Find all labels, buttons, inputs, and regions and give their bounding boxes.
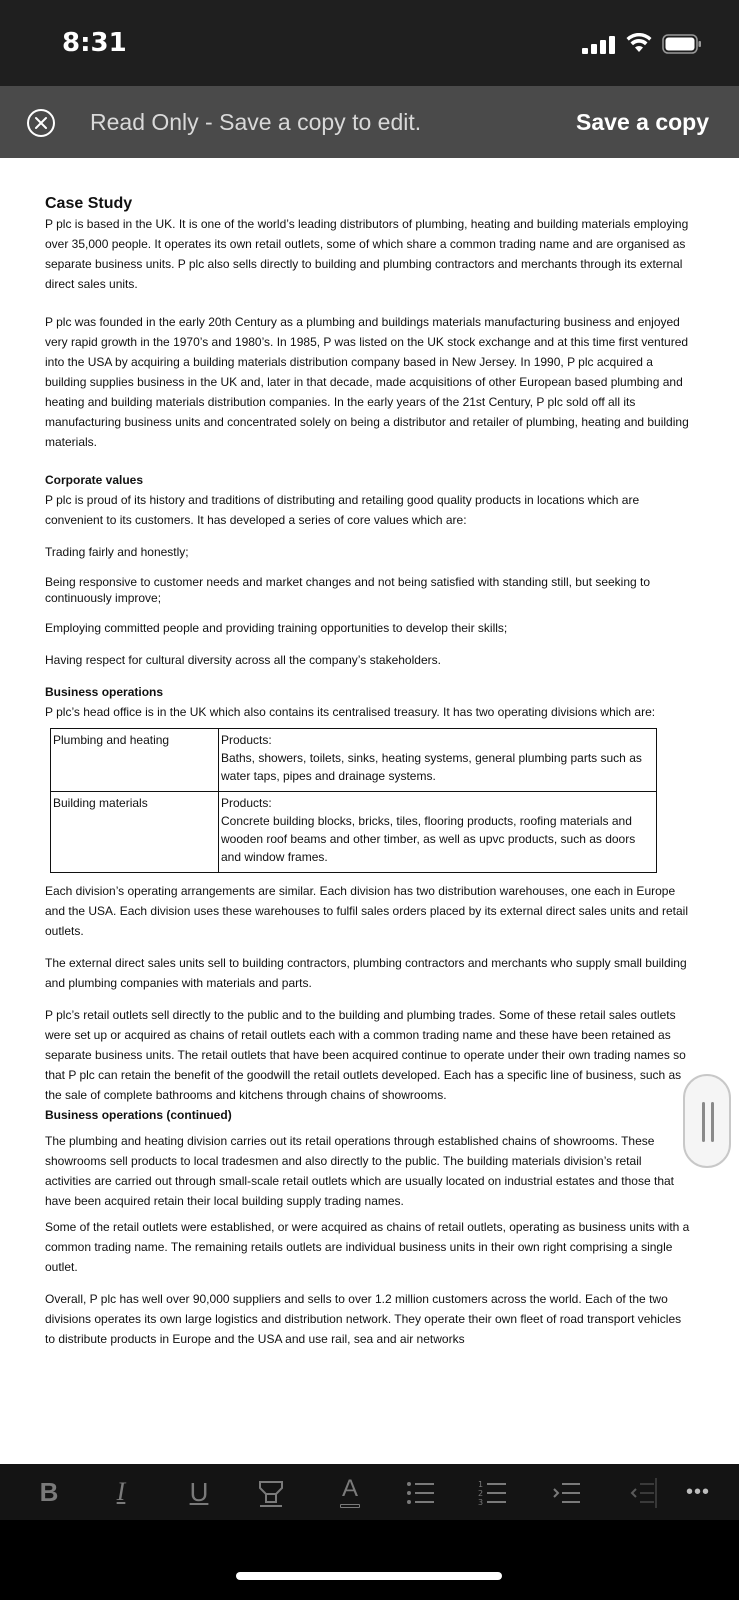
paragraph-retail-outlets: P plc’s retail outlets sell directly to the public and to the building and plumbing trades. Some of these retail sales outlets were set up or acquired as chains of retail outlets each with a common trading name and these have been retained as separate business units. The retail outlets that have been acquired continue to operate under their own trading names so that P plc can retain the benefit of the goodwill the retail outlets developed. Each has a specific line of business, such as the sale of complete bathrooms and kitchens through chains of showrooms. (45, 1008, 686, 1102)
products-label: Products: (221, 796, 272, 810)
value-item: Trading fairly and honestly; (45, 545, 189, 559)
numbered-list-button[interactable] (478, 1472, 508, 1512)
numbered-list-icon (478, 1478, 508, 1508)
read-only-banner (0, 86, 739, 158)
wifi-icon (626, 33, 652, 53)
close-icon (34, 116, 48, 130)
table-row (51, 792, 657, 873)
paragraph-intro: P plc is based in the UK. It is one of the world’s leading distributors of plumbing, heating and building materials employing over 35,000 people. It operates its own retail outlets, some of which share a common trading name and are organised as separate business units. P plc also sells directly to building and plumbing contractors and merchants through its external direct sales units. (45, 217, 689, 291)
svg-text:3: 3 (478, 1498, 484, 1507)
paragraph-external-sales: The external direct sales units sell to building contractors, plumbing contractors and merchants who supply small building and plumbing companies with materials and parts. (45, 956, 687, 990)
save-copy-button[interactable]: Save a copy (576, 109, 709, 135)
division-name: Building materials (51, 792, 219, 873)
indent-icon (552, 1478, 582, 1508)
document-page[interactable] (0, 158, 739, 1464)
outdent-button[interactable] (628, 1472, 668, 1512)
font-color-label: A (341, 1475, 358, 1502)
divisions-table (50, 728, 657, 873)
battery-icon (662, 34, 702, 54)
heading-operations-continued: Business operations (continued) (45, 1108, 232, 1122)
paragraph-corporate-intro: P plc is proud of its history and traditions of distributing and retailing good quality products in locations which are convenient to its customers. It has developed a series of core values which are: (45, 493, 640, 527)
paragraph-chains: Some of the retail outlets were established, or were acquired as chains of retail outlets, operating as business units with a common trading name. The remaining retails outlets are individual business units in their own right comprising a single outlet. (45, 1220, 690, 1274)
value-item: Having respect for cultural diversity across all the company’s stakeholders. (45, 653, 441, 667)
svg-text:2: 2 (478, 1489, 484, 1498)
outdent-icon (628, 1478, 668, 1508)
home-indicator[interactable] (236, 1572, 502, 1580)
bold-button[interactable]: B (39, 1477, 59, 1507)
bullet-list-icon (406, 1478, 436, 1508)
bullet-list-button[interactable] (406, 1472, 436, 1512)
paragraph-arrangements: Each division’s operating arrangements are similar. Each division has two distribution warehouses, one each in Europe and the USA. Each division uses these warehouses to fulfil sales orders placed by its external direct sales units and retail outlets. (45, 884, 689, 938)
paragraph-history: P plc was founded in the early 20th Century as a plumbing and buildings materials manufacturing business and enjoyed very rapid growth in the 1970’s and 1980’s. In 1985, P was listed on the UK stock exchange and at this time first ventured into the USA by acquiring a building materials distribution company based in New Jersey. In 1990, P plc acquired a building supplies business in the UK and, later in that decade, made acquisitions of other European based plumbing and heating and building materials distribution companies. In the early years of the 21st Century, P plc sold off all its manufacturing business units and concentrated solely on being a distributor and retailer of plumbing, heating and building materials. (45, 315, 689, 449)
division-name: Plumbing and heating (51, 729, 219, 792)
value-item: Being responsive to customer needs and market changes and not being satisfied with standing still, but seeking to continuously improve; (45, 575, 651, 605)
division-products (219, 729, 657, 792)
status-time: 8:31 (62, 28, 127, 58)
status-bar (0, 0, 739, 86)
read-only-message: Read Only - Save a copy to edit. (90, 109, 422, 135)
value-item: Employing committed people and providing training opportunities to develop their skills; (45, 621, 508, 635)
table-row (51, 729, 657, 792)
indent-button[interactable] (552, 1472, 582, 1512)
highlighter-icon (256, 1478, 286, 1508)
highlight-button[interactable] (256, 1472, 286, 1512)
italic-button[interactable]: I (116, 1477, 126, 1506)
close-button[interactable] (27, 109, 55, 137)
paragraph-overall: Overall, P plc has well over 90,000 suppliers and sells to over 1.2 million customers across the world. Each of the two divisions operates its own large logistics and distribution network. They operate their own fleet of road transport vehicles to distribute products in Europe and the USA and use rail, sea and air networks (45, 1292, 682, 1346)
svg-text:1: 1 (478, 1480, 484, 1489)
home-indicator-area (0, 1520, 739, 1600)
products-label: Products: (221, 733, 272, 747)
heading-corporate-values: Corporate values (45, 473, 144, 487)
products-text: Concrete building blocks, bricks, tiles, flooring products, roofing materials and wooden roof beams and other timber, as well as upvc products, such as doors and window frames. (221, 814, 636, 864)
cellular-signal-icon (582, 36, 618, 54)
scroll-handle[interactable] (683, 1074, 731, 1168)
font-color-button[interactable] (336, 1472, 364, 1512)
paragraph-operations-intro: P plc’s head office is in the UK which also contains its centralised treasury. It has two operating divisions which are: (45, 705, 656, 719)
document-content (45, 194, 690, 1349)
more-options-button[interactable]: ••• (685, 1481, 710, 1503)
heading-business-operations: Business operations (45, 685, 164, 699)
division-products (219, 792, 657, 873)
paragraph-divisions-retail: The plumbing and heating division carries out its retail operations through established chains of showrooms. These showrooms sell products to local tradesmen and also directly to the public. The building materials division’s retail activities are carried out through small-scale retail outlets which are usually located on industrial estates and those that have been acquired retain their local building supply trading names. (45, 1134, 674, 1208)
underline-button[interactable]: U (189, 1477, 209, 1507)
products-text: Baths, showers, toilets, sinks, heating systems, general plumbing parts such as water taps, pipes and drainage systems. (221, 751, 642, 783)
formatting-toolbar (0, 1464, 739, 1520)
document-title: Case Study (45, 195, 133, 212)
